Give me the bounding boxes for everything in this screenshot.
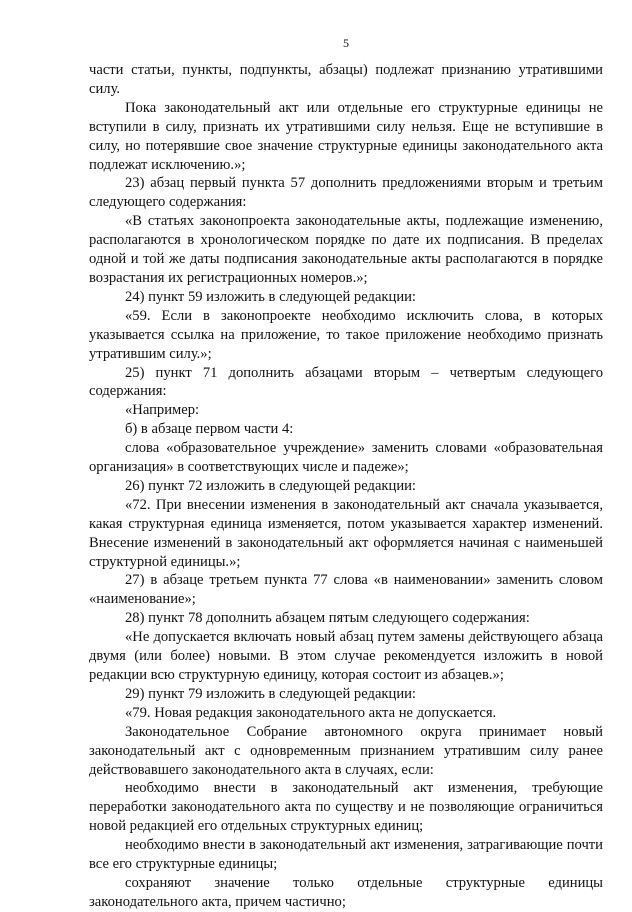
quoted-paragraph: «59. Если в законопроекте необходимо исключить слова, в которых указывается ссылка на приложение, то такое приложение необходимо признать утратившим силу.»; bbox=[89, 307, 603, 362]
quoted-paragraph: слова «образовательное учреждение» заменить словами «образовательная организация» в соответствующих числе и падеже»; bbox=[89, 440, 603, 476]
list-item: необходимо внести в законодательный акт изменения, требующие переработки законодательного акта по существу и не позволяющие ограничиться новой редакцией его отдельных структурных единиц; bbox=[89, 780, 603, 835]
amendment-item-29: 29) пункт 79 изложить в следующей редакции: bbox=[125, 685, 416, 702]
list-item: сохраняют значение только отдельные структурные единицы законодательного акта, причем частично; bbox=[89, 874, 603, 910]
quoted-paragraph: Законодательное Собрание автономного округа принимает новый законодательный акт с одновременным признанием утратившим силу ранее действовавшего законодательного акта в случаях, если: bbox=[89, 723, 603, 778]
amendment-item-26: 26) пункт 72 изложить в следующей редакции: bbox=[125, 477, 416, 494]
quoted-paragraph: «Не допускается включать новый абзац путем замены действующего абзаца двумя (или более) новыми. В этом случае рекомендуется изложить в новой редакции всю структурную единицу, которая состоит из абзацев.»; bbox=[89, 629, 603, 683]
quoted-paragraph: «72. При внесении изменения в законодательный акт сначала указывается, какая структурная единица изменяется, потом указывается характер изменений. Внесение изменений в законодательный акт оформляется начиная с наименьшей структурной единицы.»; bbox=[89, 496, 603, 570]
amendment-item-23: 23) абзац первый пункта 57 дополнить предложениями вторым и третьим следующего содержания: bbox=[89, 175, 603, 211]
amendment-item-27: 27) в абзаце третьем пункта 77 слова «в наименовании» заменить словом «наименование»; bbox=[89, 572, 603, 608]
amendment-item-28: 28) пункт 78 дополнить абзацем пятым следующего содержания: bbox=[125, 610, 530, 627]
amendment-item-24: 24) пункт 59 изложить в следующей редакции: bbox=[125, 288, 416, 305]
quoted-paragraph: б) в абзаце первом части 4: bbox=[125, 421, 294, 438]
amendment-item-25: 25) пункт 71 дополнить абзацами вторым – четвертым следующего содержания: bbox=[89, 364, 603, 400]
paragraph: Пока законодательный акт или отдельные его структурные единицы не вступили в силу, признать их утратившими силу нельзя. Еще не вступившие в силу, но потерявшие свое значение структурные единицы законодательного акта подлежат исключению.»; bbox=[89, 99, 603, 173]
list-item: необходимо внести в законодательный акт изменения, затрагивающие почти все его структурные единицы; bbox=[89, 837, 603, 873]
quoted-paragraph: «79. Новая редакция законодательного акта не допускается. bbox=[125, 704, 497, 721]
page-number: 5 bbox=[343, 36, 349, 50]
paragraph-continuation: части статьи, пункты, подпункты, абзацы) подлежат признанию утратившими силу. bbox=[89, 62, 603, 97]
quoted-paragraph: «В статьях законопроекта законодательные акты, подлежащие изменению, располагаются в хронологическом порядке по дате их подписания. В пределах одной и той же даты подписания законодательные акты располагаются в порядке возрастания их регистрационных номеров.»; bbox=[89, 213, 603, 286]
quoted-paragraph: «Например: bbox=[125, 402, 200, 419]
document-body bbox=[89, 61, 603, 912]
